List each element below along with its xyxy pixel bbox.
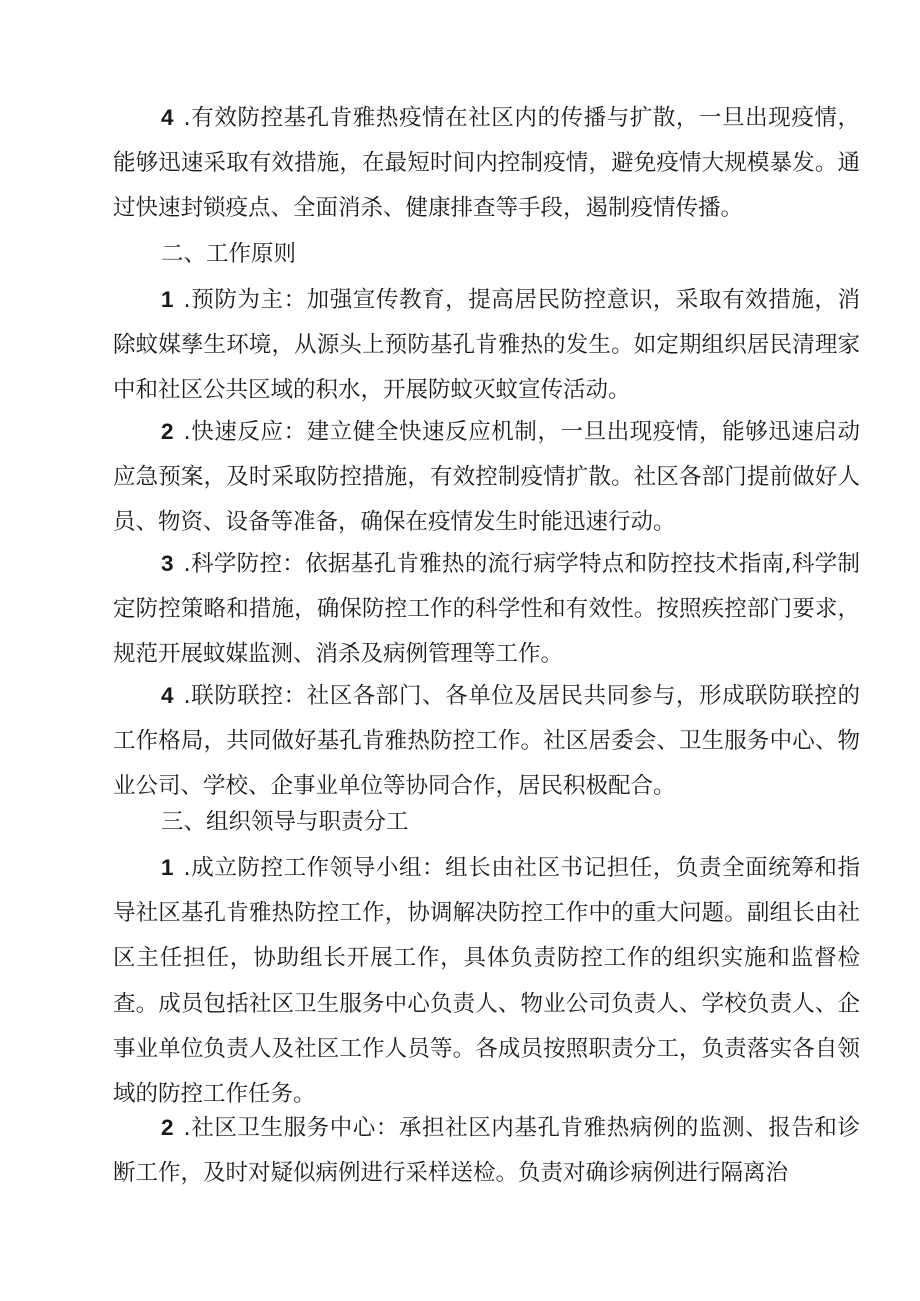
paragraph-principle-2 [113, 409, 860, 546]
item-number: 1 [161, 287, 174, 312]
paragraph-objective-4 [113, 95, 860, 232]
paragraph-text: .预防为主：加强宣传教育，提高居民防控意识，采取有效措施，消除蚊媒孳生环境，从源头上预防基孔肯雅热的发生。如定期组织居民清理家中和社区公共区域的积水，开展防蚊灭蚊宣传活动。 [113, 287, 860, 404]
item-number: 1 [161, 855, 174, 880]
paragraph-duty-1 [113, 845, 860, 1117]
item-number: 4 [161, 105, 174, 130]
paragraph-text: .快速反应：建立健全快速反应机制，一旦出现疫情，能够迅速启动应急预案，及时采取防控措施，有效控制疫情扩散。社区各部门提前做好人员、物资、设备等准备，确保在疫情发生时能迅速行动。 [113, 419, 860, 536]
paragraph-principle-1 [113, 277, 860, 414]
paragraph-text: .社区卫生服务中心：承担社区内基孔肯雅热病例的监测、报告和诊断工作，及时对疑似病例进行采样送检。负责对确诊病例进行隔离治 [113, 1115, 860, 1187]
paragraph-duty-2 [113, 1105, 860, 1196]
section-heading-work-principles: 二、工作原则 [161, 241, 297, 267]
item-number: 2 [161, 419, 174, 444]
item-number: 4 [161, 683, 174, 708]
paragraph-text: .成立防控工作领导小组：组长由社区书记担任，负责全面统筹和指导社区基孔肯雅热防控工作，协调解决防控工作中的重大问题。副组长由社区主任担任，协助组长开展工作，具体负责防控工作的组织实施和监督检查。成员包括社区卫生服务中心负责人、物业公司负责人、学校负责人、企事业单位负责人及社区工作人员等。各成员按照职责分工，负责落实各自领域的防控工作任务。 [113, 855, 860, 1108]
item-number: 3 [161, 551, 174, 576]
section-heading-organization: 三、组织领导与职责分工 [161, 809, 409, 835]
paragraph-text: .有效防控基孔肯雅热疫情在社区内的传播与扩散，一旦出现疫情，能够迅速采取有效措施，在最短时间内控制疫情，避免疫情大规模暴发。通过快速封锁疫点、全面消杀、健康排查等手段，遏制疫情传播。 [113, 105, 860, 222]
paragraph-text: .科学防控：依据基孔肯雅热的流行病学特点和防控技术指南,科学制定防控策略和措施，确保防控工作的科学性和有效性。按照疾控部门要求，规范开展蚊媒监测、消杀及病例管理等工作。 [113, 551, 860, 668]
paragraph-text: .联防联控：社区各部门、各单位及居民共同参与，形成联防联控的工作格局，共同做好基孔肯雅热防控工作。社区居委会、卫生服务中心、物业公司、学校、企事业单位等协同合作，居民积极配合。 [113, 683, 860, 800]
paragraph-principle-4 [113, 673, 860, 810]
item-number: 2 [161, 1115, 174, 1140]
paragraph-principle-3 [113, 541, 860, 678]
